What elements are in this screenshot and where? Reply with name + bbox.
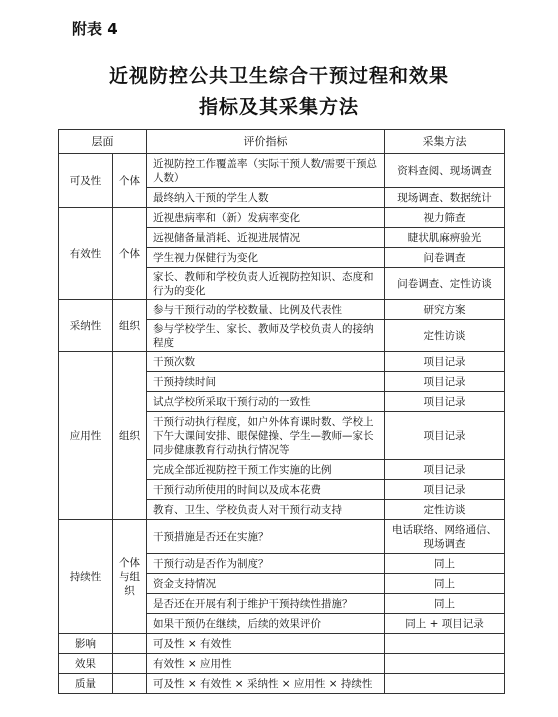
table-header-row xyxy=(59,130,505,154)
indicator-cell: 学生视力保健行为变化 xyxy=(147,248,385,268)
table-row xyxy=(59,300,505,320)
indicator-cell: 干预行动所使用的时间以及成本花费 xyxy=(147,480,385,500)
summary-empty-cell xyxy=(113,654,147,674)
method-cell: 同上 + 项目记录 xyxy=(385,614,505,634)
summary-label-cell: 质量 xyxy=(59,674,113,694)
table-row xyxy=(59,520,505,554)
indicator-cell: 最终纳入干预的学生人数 xyxy=(147,188,385,208)
indicator-cell: 完成全部近视防控干预工作实施的比例 xyxy=(147,460,385,480)
appendix-label: 附表 4 xyxy=(72,20,118,38)
summary-row xyxy=(59,674,505,694)
summary-indicator-cell: 可及性 × 有效性 xyxy=(147,634,385,654)
indicator-cell: 近视患病率和（新）发病率变化 xyxy=(147,208,385,228)
indicator-cell: 远视储备量消耗、近视进展情况 xyxy=(147,228,385,248)
summary-row xyxy=(59,634,505,654)
indicator-cell: 干预行动执行程度，如户外体育课时数、学校上下午大课间安排、眼保健操、学生—教师—家长同步健康教育行动执行情况等 xyxy=(147,412,385,460)
level-sub-cell: 组织 xyxy=(113,300,147,352)
method-cell: 项目记录 xyxy=(385,352,505,372)
header-indicator: 评价指标 xyxy=(147,130,385,154)
summary-method-cell xyxy=(385,634,505,654)
table-body xyxy=(59,154,505,694)
indicator-cell: 如果干预仍在继续，后续的效果评价 xyxy=(147,614,385,634)
summary-row xyxy=(59,654,505,674)
method-cell: 研究方案 xyxy=(385,300,505,320)
method-cell: 资料查阅、现场调查 xyxy=(385,154,505,188)
page-title-line2: 指标及其采集方法 xyxy=(198,96,359,118)
page-title-line1: 近视防控公共卫生综合干预过程和效果 xyxy=(108,65,449,87)
indicator-cell: 教育、卫生、学校负责人对干预行动支持 xyxy=(147,500,385,520)
method-cell: 项目记录 xyxy=(385,480,505,500)
level-category-cell: 有效性 xyxy=(59,208,113,300)
method-cell: 同上 xyxy=(385,554,505,574)
method-cell: 同上 xyxy=(385,594,505,614)
indicator-cell: 干预持续时间 xyxy=(147,372,385,392)
level-sub-cell: 个体与组织 xyxy=(113,520,147,634)
summary-method-cell xyxy=(385,654,505,674)
method-cell: 同上 xyxy=(385,574,505,594)
level-sub-cell: 组织 xyxy=(113,352,147,520)
indicator-cell: 参与干预行动的学校数量、比例及代表性 xyxy=(147,300,385,320)
method-cell: 问卷调查、定性访谈 xyxy=(385,268,505,300)
summary-method-cell xyxy=(385,674,505,694)
method-cell: 项目记录 xyxy=(385,460,505,480)
summary-indicator-cell: 有效性 × 应用性 xyxy=(147,654,385,674)
header-level: 层面 xyxy=(59,130,147,154)
indicator-cell: 干预行动是否作为制度？ xyxy=(147,554,385,574)
method-cell: 项目记录 xyxy=(385,372,505,392)
level-sub-cell: 个体 xyxy=(113,154,147,208)
indicator-cell: 干预措施是否还在实施？ xyxy=(147,520,385,554)
summary-label-cell: 影响 xyxy=(59,634,113,654)
method-cell: 项目记录 xyxy=(385,392,505,412)
indicator-table xyxy=(58,129,505,694)
summary-empty-cell xyxy=(113,634,147,654)
level-category-cell: 采纳性 xyxy=(59,300,113,352)
level-category-cell: 可及性 xyxy=(59,154,113,208)
table-row xyxy=(59,208,505,228)
summary-indicator-cell: 可及性 × 有效性 × 采纳性 × 应用性 × 持续性 xyxy=(147,674,385,694)
indicator-cell: 近视防控工作覆盖率（实际干预人数/需要干预总人数） xyxy=(147,154,385,188)
indicator-cell: 资金支持情况 xyxy=(147,574,385,594)
method-cell: 项目记录 xyxy=(385,412,505,460)
indicator-cell: 家长、教师和学校负责人近视防控知识、态度和行为的变化 xyxy=(147,268,385,300)
indicator-cell: 参与学校学生、家长、教师及学校负责人的接纳程度 xyxy=(147,320,385,352)
level-category-cell: 持续性 xyxy=(59,520,113,634)
indicator-cell: 试点学校所采取干预行动的一致性 xyxy=(147,392,385,412)
method-cell: 问卷调查 xyxy=(385,248,505,268)
summary-empty-cell xyxy=(113,674,147,694)
level-category-cell: 应用性 xyxy=(59,352,113,520)
method-cell: 睫状肌麻痹验光 xyxy=(385,228,505,248)
indicator-cell: 是否还在开展有利于维护干预持续性措施？ xyxy=(147,594,385,614)
level-sub-cell: 个体 xyxy=(113,208,147,300)
table-row xyxy=(59,352,505,372)
method-cell: 现场调查、数据统计 xyxy=(385,188,505,208)
method-cell: 电话联络、网络通信、现场调查 xyxy=(385,520,505,554)
method-cell: 定性访谈 xyxy=(385,500,505,520)
method-cell: 视力筛查 xyxy=(385,208,505,228)
summary-label-cell: 效果 xyxy=(59,654,113,674)
method-cell: 定性访谈 xyxy=(385,320,505,352)
table-row xyxy=(59,154,505,188)
indicator-cell: 干预次数 xyxy=(147,352,385,372)
header-method: 采集方法 xyxy=(385,130,505,154)
